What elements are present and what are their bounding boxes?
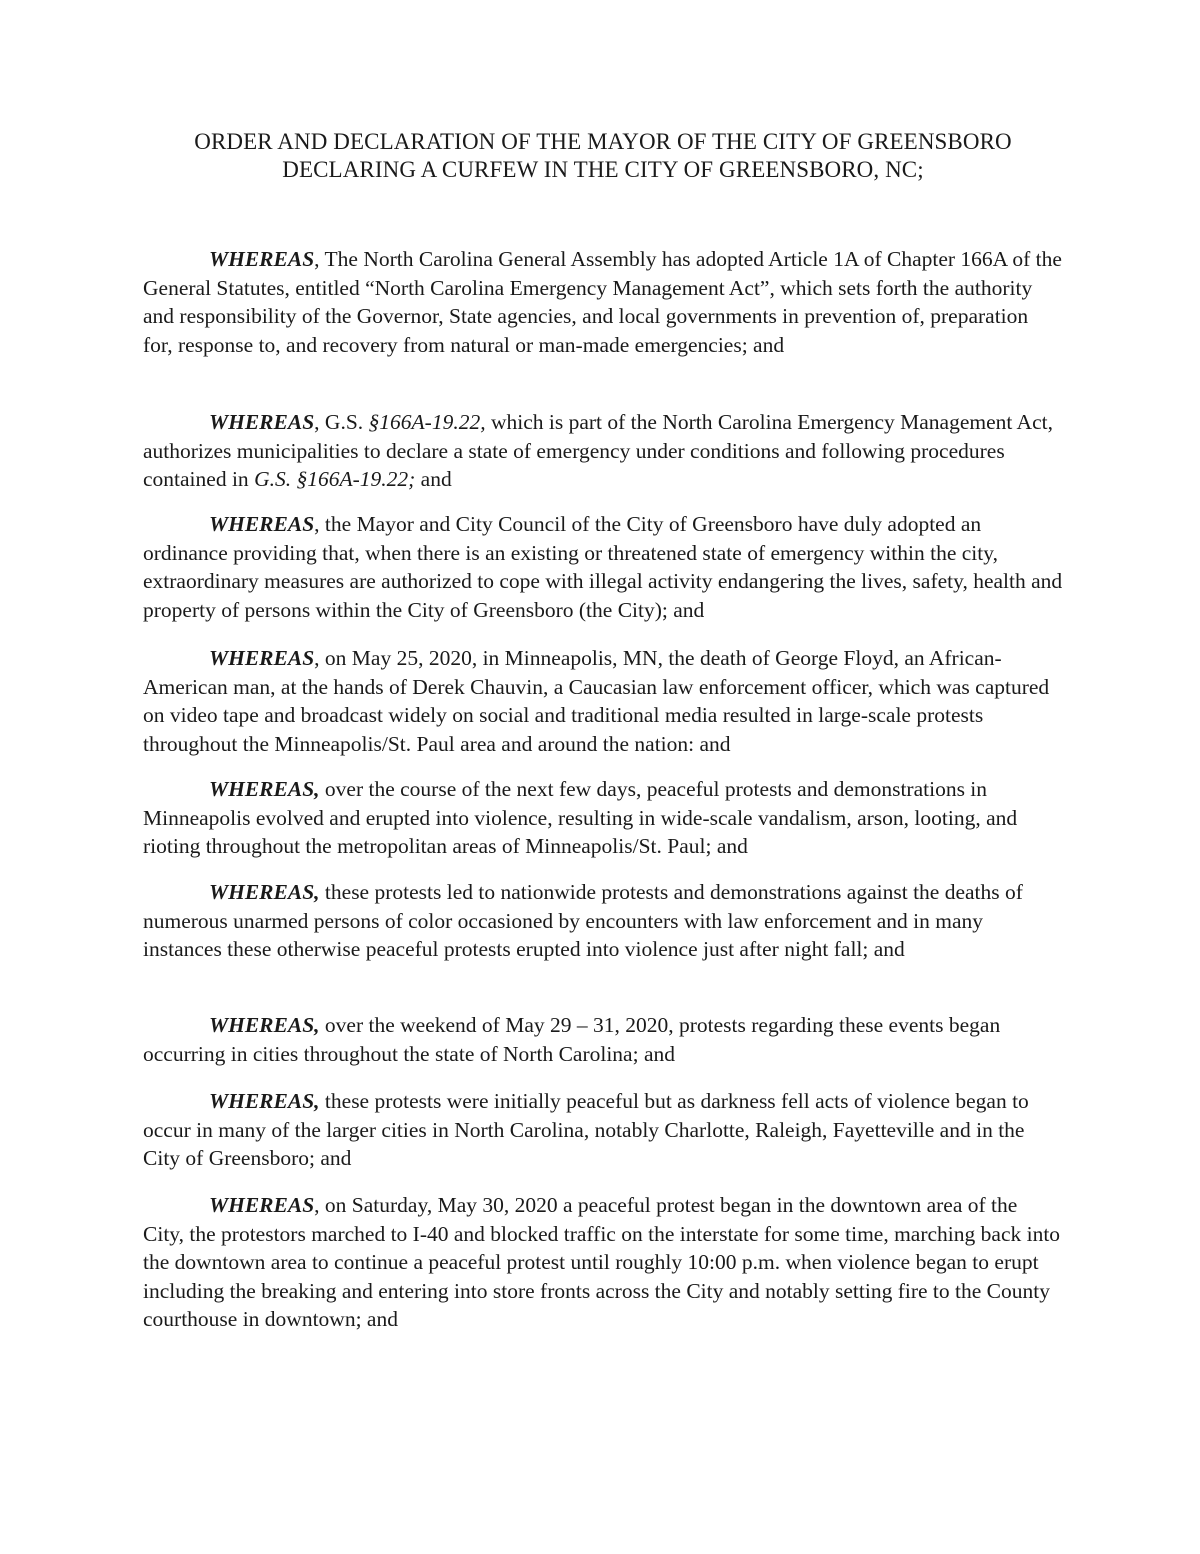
whereas-keyword: WHEREAS: [209, 247, 315, 271]
paragraph-text: , on Saturday, May 30, 2020 a peaceful protest began in the downtown area of the City, the protestors marched to I-40 and blocked traffic on the interstate for some time, marching back into the downtown area to continue a peaceful protest until roughly 10:00 p.m. when violence began to erupt including the breaking and entering into store fronts across the City and notably setting fire to the County courthouse in downtown; and: [143, 1193, 1061, 1331]
paragraph-text: , The North Carolina General Assembly has adopted Article 1A of Chapter 166A of the General Statutes, entitled “North Carolina Emergency Management Act”, which sets forth the authority and responsibility of the Governor, State agencies, and local governments in prevention of, preparation for, response to, and recovery from natural or man-made emergencies; and: [143, 247, 1062, 357]
whereas-keyword: WHEREAS,: [209, 1013, 320, 1037]
paragraph-text: these protests led to nationwide protests and demonstrations against the deaths of numerous unarmed persons of color occasioned by encounters with law enforcement and in many instances these otherwise peaceful protests erupted into violence just after night fall; and: [143, 880, 1023, 961]
title-line-2: DECLARING A CURFEW IN THE CITY OF GREENSBORO, NC;: [282, 157, 924, 182]
paragraph-text: , the Mayor and City Council of the City of Greensboro have duly adopted an ordinance providing that, when there is an existing or threatened state of emergency within the city, extraordinary measures are authorized to cope with illegal activity endangering the lives, safety, health and property of persons within the City of Greensboro (the City); and: [143, 512, 1063, 622]
whereas-keyword: WHEREAS: [209, 1193, 315, 1217]
whereas-keyword: WHEREAS,: [209, 777, 320, 801]
whereas-paragraph-4: [143, 644, 1063, 758]
whereas-paragraph-3: [143, 510, 1063, 624]
paragraph-text: these protests were initially peaceful but as darkness fell acts of violence began to occur in many of the larger cities in North Carolina, notably Charlotte, Raleigh, Fayetteville and in the City of Greensboro; and: [143, 1089, 1029, 1170]
whereas-keyword: WHEREAS,: [209, 880, 320, 904]
whereas-keyword: WHEREAS: [209, 646, 315, 670]
paragraph-text: , G.S.: [314, 410, 369, 434]
whereas-keyword: WHEREAS: [209, 410, 315, 434]
document-title: [0, 128, 1200, 184]
paragraph-text: over the course of the next few days, peaceful protests and demonstrations in Minneapolis evolved and erupted into violence, resulting in wide-scale vandalism, arson, looting, and rioting throughout the metropolitan areas of Minneapolis/St. Paul; and: [143, 777, 1018, 858]
whereas-paragraph-9: [143, 1191, 1063, 1334]
paragraph-text: which is part of the North Carolina Emergency Management Act, authorizes municipalities to declare a state of emergency under conditions and following procedures contained in: [143, 410, 1053, 491]
whereas-keyword: WHEREAS: [209, 512, 315, 536]
whereas-paragraph-5: [143, 775, 1063, 861]
whereas-paragraph-1: [143, 245, 1063, 359]
statute-citation: G.S. §166A-19.22;: [254, 467, 416, 491]
whereas-paragraph-8: [143, 1087, 1063, 1173]
paragraph-text: and: [415, 467, 452, 491]
whereas-keyword: WHEREAS,: [209, 1089, 320, 1113]
whereas-paragraph-6: [143, 878, 1063, 964]
paragraph-text: , on May 25, 2020, in Minneapolis, MN, the death of George Floyd, an African-American man, at the hands of Derek Chauvin, a Caucasian law enforcement officer, which was captured on video tape and broadcast widely on social and traditional media resulted in large-scale protests throughout the Minneapolis/St. Paul area and around the nation: and: [143, 646, 1050, 756]
paragraph-text: over the weekend of May 29 – 31, 2020, protests regarding these events began occurring in cities throughout the state of North Carolina; and: [143, 1013, 1001, 1066]
whereas-paragraph-2: [143, 408, 1063, 494]
whereas-paragraph-7: [143, 1011, 1063, 1068]
statute-citation: §166A-19.22,: [368, 410, 486, 434]
title-line-1: ORDER AND DECLARATION OF THE MAYOR OF THE CITY OF GREENSBORO: [194, 129, 1012, 154]
